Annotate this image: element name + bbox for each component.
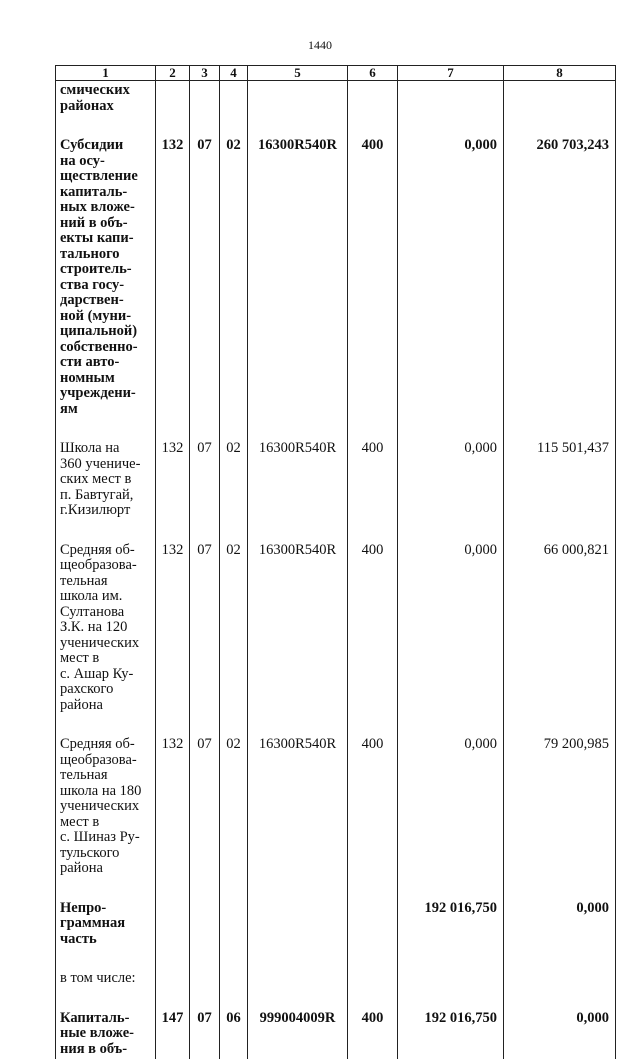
section-cell: 07	[190, 541, 220, 716]
spacer-cell	[248, 116, 348, 136]
spacer-cell	[398, 521, 504, 541]
spacer-cell	[156, 521, 190, 541]
amount-cell-col8	[504, 81, 616, 117]
row-name-line: смических	[60, 83, 153, 99]
spacer-cell	[248, 521, 348, 541]
row-name-line: ных вложе-	[60, 200, 153, 216]
row-name-line: тального	[60, 247, 153, 263]
code-cell: 132	[156, 541, 190, 716]
amount-cell-col7: 0,000	[398, 439, 504, 521]
spacer-cell	[398, 715, 504, 735]
row-name-line: собственно-	[60, 340, 153, 356]
amount-cell-col7	[398, 81, 504, 117]
row-name-line: сти авто-	[60, 355, 153, 371]
spacer-cell	[504, 116, 616, 136]
amount-cell-col8: 66 000,821	[504, 541, 616, 716]
row-name-line: п. Бавтугай,	[60, 488, 153, 504]
spacer-cell	[56, 879, 156, 899]
spacer-cell	[56, 989, 156, 1009]
expense-type-cell	[348, 899, 398, 950]
amount-cell-col7: 0,000	[398, 735, 504, 879]
row-spacer	[56, 521, 616, 541]
section-cell: 07	[190, 439, 220, 521]
column-header: 5	[248, 66, 348, 81]
row-name-line: Субсидии	[60, 138, 153, 154]
table-row	[56, 439, 616, 521]
subsection-cell	[220, 969, 248, 989]
spacer-cell	[248, 715, 348, 735]
subsection-cell: 02	[220, 439, 248, 521]
spacer-cell	[156, 949, 190, 969]
row-name-cell	[56, 541, 156, 716]
target-article-cell	[248, 899, 348, 950]
amount-cell-col8: 260 703,243	[504, 136, 616, 419]
budget-table	[55, 65, 616, 1059]
code-cell: 132	[156, 439, 190, 521]
row-spacer	[56, 989, 616, 1009]
row-name-line: номным	[60, 371, 153, 387]
spacer-cell	[504, 715, 616, 735]
row-name-line: Средняя об-	[60, 737, 153, 753]
spacer-cell	[248, 879, 348, 899]
spacer-cell	[348, 521, 398, 541]
target-article-cell: 16300R540R	[248, 439, 348, 521]
expense-type-cell: 400	[348, 439, 398, 521]
row-name-line: ные вложе-	[60, 1026, 153, 1042]
row-name-line: щеобразова-	[60, 558, 153, 574]
row-spacer	[56, 879, 616, 899]
amount-cell-col8: 0,000	[504, 1009, 616, 1059]
spacer-cell	[156, 879, 190, 899]
spacer-cell	[504, 989, 616, 1009]
code-cell: 132	[156, 735, 190, 879]
column-header: 1	[56, 66, 156, 81]
spacer-cell	[56, 715, 156, 735]
target-article-cell: 999004009R	[248, 1009, 348, 1059]
row-name-cell	[56, 969, 156, 989]
subsection-cell	[220, 81, 248, 117]
column-header: 3	[190, 66, 220, 81]
spacer-cell	[348, 879, 398, 899]
amount-cell-col7: 0,000	[398, 136, 504, 419]
subsection-cell: 02	[220, 735, 248, 879]
column-header: 6	[348, 66, 398, 81]
spacer-cell	[220, 521, 248, 541]
code-cell: 147	[156, 1009, 190, 1059]
table-row	[56, 899, 616, 950]
expense-type-cell	[348, 969, 398, 989]
row-name-line: строитель-	[60, 262, 153, 278]
spacer-cell	[348, 949, 398, 969]
row-name-cell	[56, 439, 156, 521]
code-cell: 132	[156, 136, 190, 419]
row-name-line: районах	[60, 99, 153, 115]
spacer-cell	[504, 949, 616, 969]
spacer-cell	[156, 715, 190, 735]
row-name-line: ния в объ-	[60, 1042, 153, 1058]
section-cell: 07	[190, 735, 220, 879]
spacer-cell	[156, 116, 190, 136]
row-name-line: капиталь-	[60, 185, 153, 201]
spacer-cell	[56, 116, 156, 136]
spacer-cell	[190, 116, 220, 136]
spacer-cell	[398, 949, 504, 969]
column-header: 8	[504, 66, 616, 81]
row-name-line: щеобразова-	[60, 753, 153, 769]
section-cell	[190, 969, 220, 989]
spacer-cell	[56, 521, 156, 541]
row-name-line: мест в	[60, 651, 153, 667]
page-number: 1440	[0, 38, 640, 53]
row-name-line: Султанова	[60, 605, 153, 621]
section-cell: 07	[190, 136, 220, 419]
amount-cell-col7	[398, 969, 504, 989]
spacer-cell	[190, 715, 220, 735]
spacer-cell	[190, 989, 220, 1009]
row-name-line: ний в объ-	[60, 216, 153, 232]
row-name-line: в том числе:	[60, 971, 153, 987]
spacer-cell	[156, 419, 190, 439]
code-cell	[156, 899, 190, 950]
expense-type-cell: 400	[348, 1009, 398, 1059]
spacer-cell	[220, 116, 248, 136]
column-header: 7	[398, 66, 504, 81]
spacer-cell	[56, 419, 156, 439]
spacer-cell	[504, 419, 616, 439]
row-name-line: на осу-	[60, 154, 153, 170]
row-name-line: тульского	[60, 846, 153, 862]
row-name-line: тельная	[60, 574, 153, 590]
subsection-cell: 02	[220, 136, 248, 419]
row-spacer	[56, 419, 616, 439]
column-header: 4	[220, 66, 248, 81]
row-name-line: екты капи-	[60, 231, 153, 247]
row-spacer	[56, 949, 616, 969]
table-row	[56, 1009, 616, 1059]
row-name-cell	[56, 81, 156, 117]
spacer-cell	[248, 949, 348, 969]
row-name-line: мест в	[60, 815, 153, 831]
spacer-cell	[248, 419, 348, 439]
row-name-line: рахского	[60, 682, 153, 698]
table-row	[56, 969, 616, 989]
row-spacer	[56, 116, 616, 136]
row-name-line: с. Шиназ Ру-	[60, 830, 153, 846]
spacer-cell	[190, 521, 220, 541]
spacer-cell	[190, 419, 220, 439]
row-name-line: 360 учениче-	[60, 457, 153, 473]
row-name-line: Непро-	[60, 901, 153, 917]
spacer-cell	[220, 879, 248, 899]
row-name-line: Капиталь-	[60, 1011, 153, 1027]
spacer-cell	[190, 879, 220, 899]
amount-cell-col8	[504, 969, 616, 989]
amount-cell-col8: 115 501,437	[504, 439, 616, 521]
row-name-line: района	[60, 698, 153, 714]
spacer-cell	[348, 715, 398, 735]
row-name-line: школа им.	[60, 589, 153, 605]
row-name-line: ученических	[60, 799, 153, 815]
spacer-cell	[398, 879, 504, 899]
subsection-cell: 02	[220, 541, 248, 716]
row-name-line: З.К. на 120	[60, 620, 153, 636]
expense-type-cell: 400	[348, 541, 398, 716]
row-name-line: с. Ашар Ку-	[60, 667, 153, 683]
row-name-line: Школа на	[60, 441, 153, 457]
spacer-cell	[220, 715, 248, 735]
row-name-cell	[56, 899, 156, 950]
target-article-cell: 16300R540R	[248, 541, 348, 716]
table-body	[56, 81, 616, 1059]
code-cell	[156, 969, 190, 989]
target-article-cell	[248, 81, 348, 117]
spacer-cell	[348, 116, 398, 136]
row-spacer	[56, 715, 616, 735]
row-name-line: учреждени-	[60, 386, 153, 402]
row-name-line: ям	[60, 402, 153, 418]
table-row	[56, 81, 616, 117]
row-name-line: тельная	[60, 768, 153, 784]
row-name-line: ной (муни-	[60, 309, 153, 325]
spacer-cell	[398, 419, 504, 439]
spacer-cell	[398, 989, 504, 1009]
row-name-line: школа на 180	[60, 784, 153, 800]
spacer-cell	[156, 989, 190, 1009]
subsection-cell	[220, 899, 248, 950]
expense-type-cell: 400	[348, 136, 398, 419]
spacer-cell	[220, 419, 248, 439]
amount-cell-col7: 192 016,750	[398, 1009, 504, 1059]
amount-cell-col7: 0,000	[398, 541, 504, 716]
row-name-line: ства госу-	[60, 278, 153, 294]
row-name-cell	[56, 735, 156, 879]
table-row	[56, 735, 616, 879]
row-name-line: ципальной)	[60, 324, 153, 340]
section-cell	[190, 81, 220, 117]
spacer-cell	[220, 989, 248, 1009]
spacer-cell	[190, 949, 220, 969]
table-header-row	[56, 66, 616, 81]
section-cell: 07	[190, 1009, 220, 1059]
target-article-cell: 16300R540R	[248, 735, 348, 879]
subsection-cell: 06	[220, 1009, 248, 1059]
row-name-cell	[56, 136, 156, 419]
spacer-cell	[504, 879, 616, 899]
spacer-cell	[248, 989, 348, 1009]
spacer-cell	[398, 116, 504, 136]
amount-cell-col8: 79 200,985	[504, 735, 616, 879]
row-name-line: часть	[60, 932, 153, 948]
target-article-cell: 16300R540R	[248, 136, 348, 419]
row-name-line: ученических	[60, 636, 153, 652]
section-cell	[190, 899, 220, 950]
amount-cell-col8: 0,000	[504, 899, 616, 950]
row-name-line: г.Кизилюрт	[60, 503, 153, 519]
spacer-cell	[56, 949, 156, 969]
target-article-cell	[248, 969, 348, 989]
row-name-cell	[56, 1009, 156, 1059]
spacer-cell	[220, 949, 248, 969]
code-cell	[156, 81, 190, 117]
amount-cell-col7: 192 016,750	[398, 899, 504, 950]
row-name-line: ществление	[60, 169, 153, 185]
expense-type-cell: 400	[348, 735, 398, 879]
column-header: 2	[156, 66, 190, 81]
row-name-line: дарствен-	[60, 293, 153, 309]
spacer-cell	[504, 521, 616, 541]
row-name-line: Средняя об-	[60, 543, 153, 559]
row-name-line: ских мест в	[60, 472, 153, 488]
row-name-line: района	[60, 861, 153, 877]
spacer-cell	[348, 989, 398, 1009]
expense-type-cell	[348, 81, 398, 117]
spacer-cell	[348, 419, 398, 439]
table-row	[56, 541, 616, 716]
row-name-line: граммная	[60, 916, 153, 932]
table-row	[56, 136, 616, 419]
